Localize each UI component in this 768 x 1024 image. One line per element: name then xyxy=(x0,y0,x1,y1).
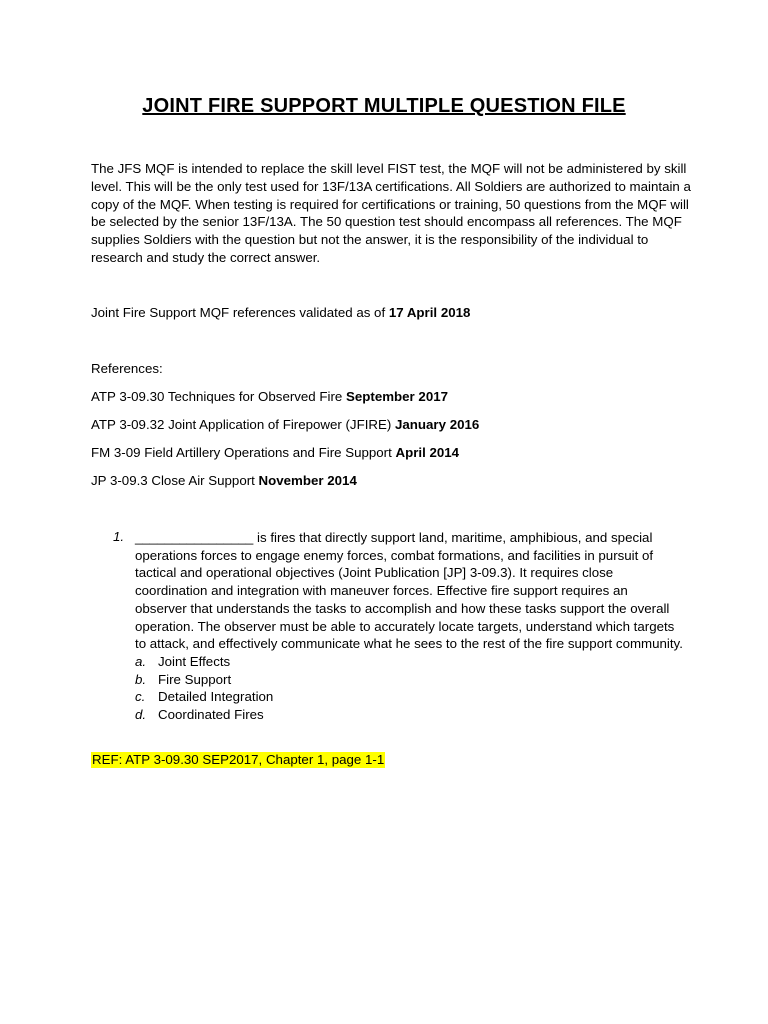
reference-item xyxy=(91,389,448,404)
reference-date: September 2017 xyxy=(346,389,448,404)
question-text: ________________ is fires that directly support land, maritime, amphibious, and special operations forces to engage enemy forces, combat formations, and facilities in pursuit of tactical and operational objectives (Joint Publication [JP] 3-09.3). It requires close coordination and integration with maneuver forces. Effective fire support requires an observer that understands the tasks to accomplish and how these tasks support the overall operation. The observer must be able to accurately locate targets, understand which targets to attack, and effectively communicate what he sees to the rest of the fire support community. xyxy=(135,530,683,652)
highlighted-reference-note: REF: ATP 3-09.30 SEP2017, Chapter 1, page 1-1 xyxy=(92,752,385,767)
question-number: 1. xyxy=(113,529,125,544)
option-letter: c. xyxy=(135,689,146,705)
option-text: Detailed Integration xyxy=(158,689,274,705)
reference-date: January 2016 xyxy=(395,417,480,432)
reference-item xyxy=(91,445,459,460)
intro-paragraph: The JFS MQF is intended to replace the skill level FIST test, the MQF will not be administered by skill level. This will be the only test used for 13F/13A certifications. All Soldiers are authorized to maintain a copy of the MQF. When testing is required for certifications or training, 50 questions from the MQF will be selected by the senior 13F/13A. The 50 question test should encompass all references. The MQF supplies Soldiers with the question but not the answer, it is the responsibility of the individual to research and study the correct answer. xyxy=(91,161,691,265)
reference-date: November 2014 xyxy=(258,473,357,488)
answer-option-b xyxy=(135,671,683,689)
validation-text: Joint Fire Support MQF references validated as of xyxy=(91,305,389,320)
validation-date: 17 April 2018 xyxy=(388,305,471,320)
reference-title: JP 3-09.3 Close Air Support xyxy=(91,473,259,488)
document-title: JOINT FIRE SUPPORT MULTIPLE QUESTION FILE xyxy=(142,95,626,117)
validation-line xyxy=(91,305,470,320)
reference-date: April 2014 xyxy=(395,445,460,460)
reference-item xyxy=(91,417,479,432)
option-letter: d. xyxy=(135,707,147,723)
question-1 xyxy=(113,529,683,724)
reference-item xyxy=(91,473,357,488)
option-text: Coordinated Fires xyxy=(158,707,264,723)
option-text: Joint Effects xyxy=(158,653,231,669)
option-letter: a. xyxy=(135,653,147,669)
answer-option-a xyxy=(135,653,683,671)
answer-option-c xyxy=(135,688,683,706)
reference-title: ATP 3-09.32 Joint Application of Firepower (JFIRE) xyxy=(91,417,395,432)
option-text: Fire Support xyxy=(158,671,232,687)
references-heading: References: xyxy=(91,361,163,376)
reference-title: FM 3-09 Field Artillery Operations and Fire Support xyxy=(91,445,396,460)
answer-option-d xyxy=(135,706,683,724)
answer-options xyxy=(135,653,683,724)
option-letter: b. xyxy=(135,671,147,687)
reference-title: ATP 3-09.30 Techniques for Observed Fire xyxy=(91,389,346,404)
